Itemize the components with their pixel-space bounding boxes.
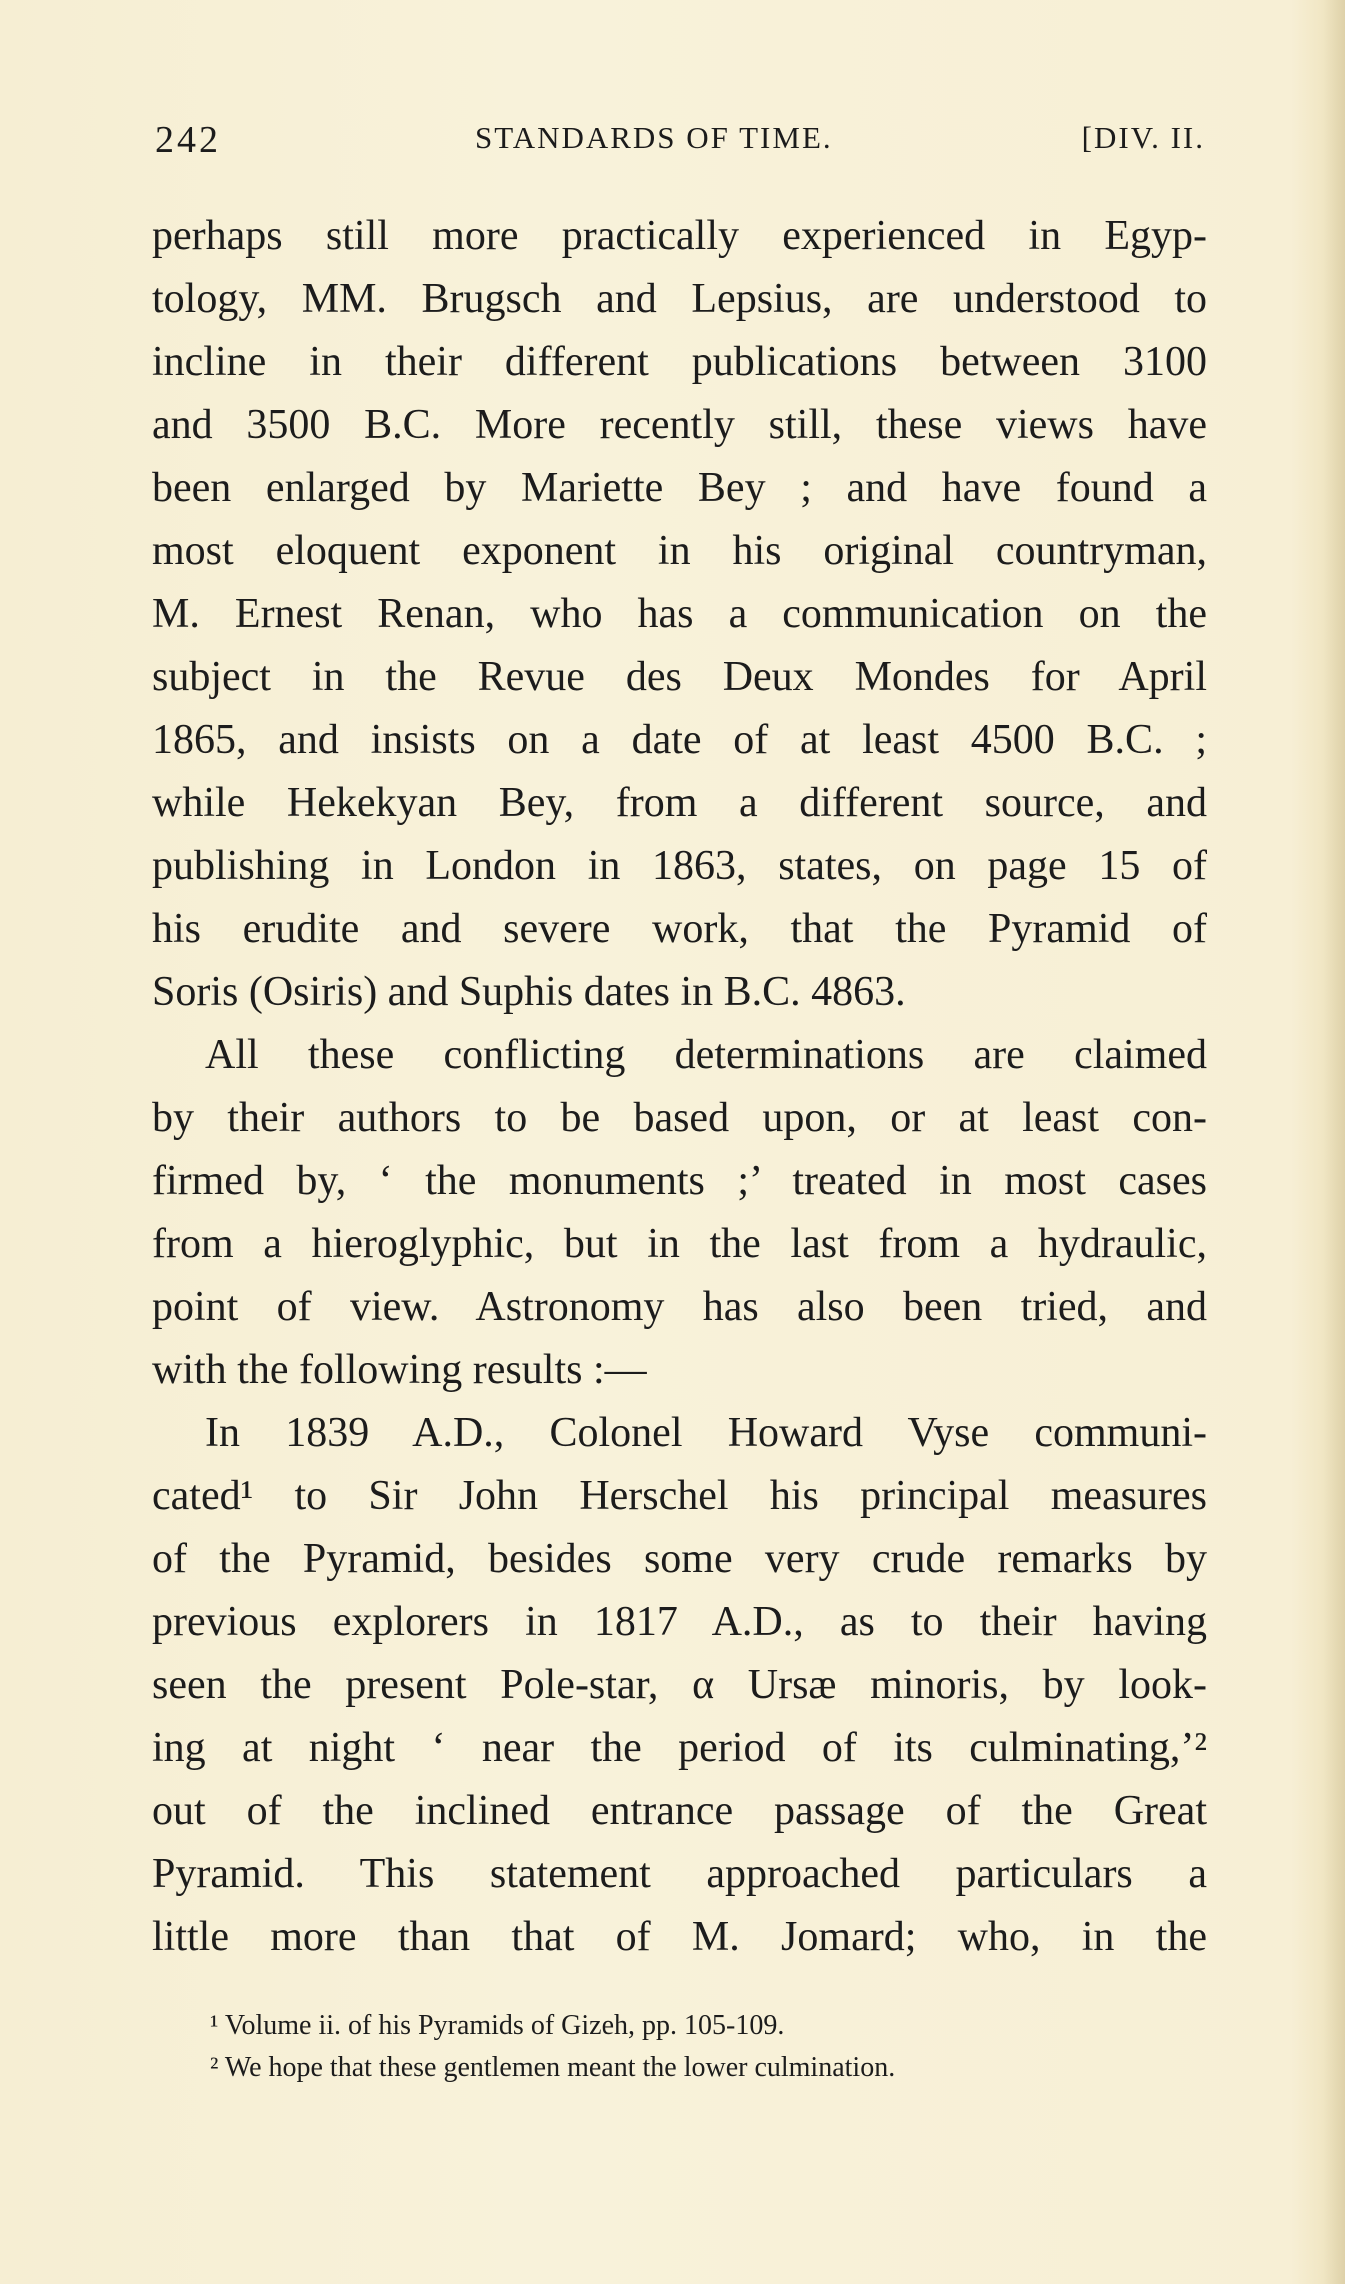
footnotes (210, 2005, 1210, 2089)
text-line: tology, MM. Brugsch and Lepsius, are understood to (152, 276, 1207, 322)
body-text (152, 205, 1207, 1969)
text-line: firmed by, ‘ the monuments ;’ treated in most cases (152, 1158, 1207, 1204)
text-line: of the Pyramid, besides some very crude remarks by (152, 1536, 1207, 1582)
text-line: All these conflicting determinations are claimed (205, 1032, 1207, 1078)
running-header (155, 118, 1205, 178)
text-line: subject in the Revue des Deux Mondes for April (152, 654, 1207, 700)
text-line: Pyramid. This statement approached particulars a (152, 1851, 1207, 1897)
page-number: 242 (155, 119, 221, 161)
text-line: ing at night ‘ near the period of its culminating,’² (152, 1725, 1207, 1771)
text-line: by their authors to be based upon, or at least con- (152, 1095, 1207, 1141)
division-label: [DIV. II. (1081, 120, 1205, 155)
text-line: previous explorers in 1817 A.D., as to their having (152, 1599, 1207, 1645)
text-line: incline in their different publications between 3100 (152, 339, 1207, 385)
text-line: little more than that of M. Jomard; who, in the (152, 1914, 1207, 1960)
text-line: while Hekekyan Bey, from a different source, and (152, 780, 1207, 826)
footnote-2: ² We hope that these gentlemen meant the lower culmination. (210, 2052, 896, 2083)
text-line: publishing in London in 1863, states, on page 15 of (152, 843, 1207, 889)
running-title: STANDARDS OF TIME. (475, 120, 833, 155)
text-line: point of view. Astronomy has also been tried, and (152, 1284, 1207, 1330)
text-line: out of the inclined entrance passage of the Great (152, 1788, 1207, 1834)
text-line: his erudite and severe work, that the Pyramid of (152, 906, 1207, 952)
text-line: M. Ernest Renan, who has a communication on the (152, 591, 1207, 637)
text-line: In 1839 A.D., Colonel Howard Vyse communi- (205, 1410, 1207, 1456)
text-line: 1865, and insists on a date of at least 4500 B.C. ; (152, 717, 1207, 763)
text-line: Soris (Osiris) and Suphis dates in B.C. 4863. (152, 969, 906, 1015)
text-line: with the following results :— (152, 1347, 647, 1393)
page-edge-shadow (1323, 0, 1345, 2284)
text-line: cated¹ to Sir John Herschel his principal measures (152, 1473, 1207, 1519)
text-line: perhaps still more practically experienced in Egyp- (152, 213, 1207, 259)
text-line: seen the present Pole-star, α Ursæ minoris, by look- (152, 1662, 1207, 1708)
footnote-1: ¹ Volume ii. of his Pyramids of Gizeh, pp. 105-109. (210, 2010, 785, 2041)
text-line: from a hieroglyphic, but in the last from a hydraulic, (152, 1221, 1207, 1267)
text-line: been enlarged by Mariette Bey ; and have found a (152, 465, 1207, 511)
text-line: and 3500 B.C. More recently still, these views have (152, 402, 1207, 448)
text-line: most eloquent exponent in his original countryman, (152, 528, 1207, 574)
